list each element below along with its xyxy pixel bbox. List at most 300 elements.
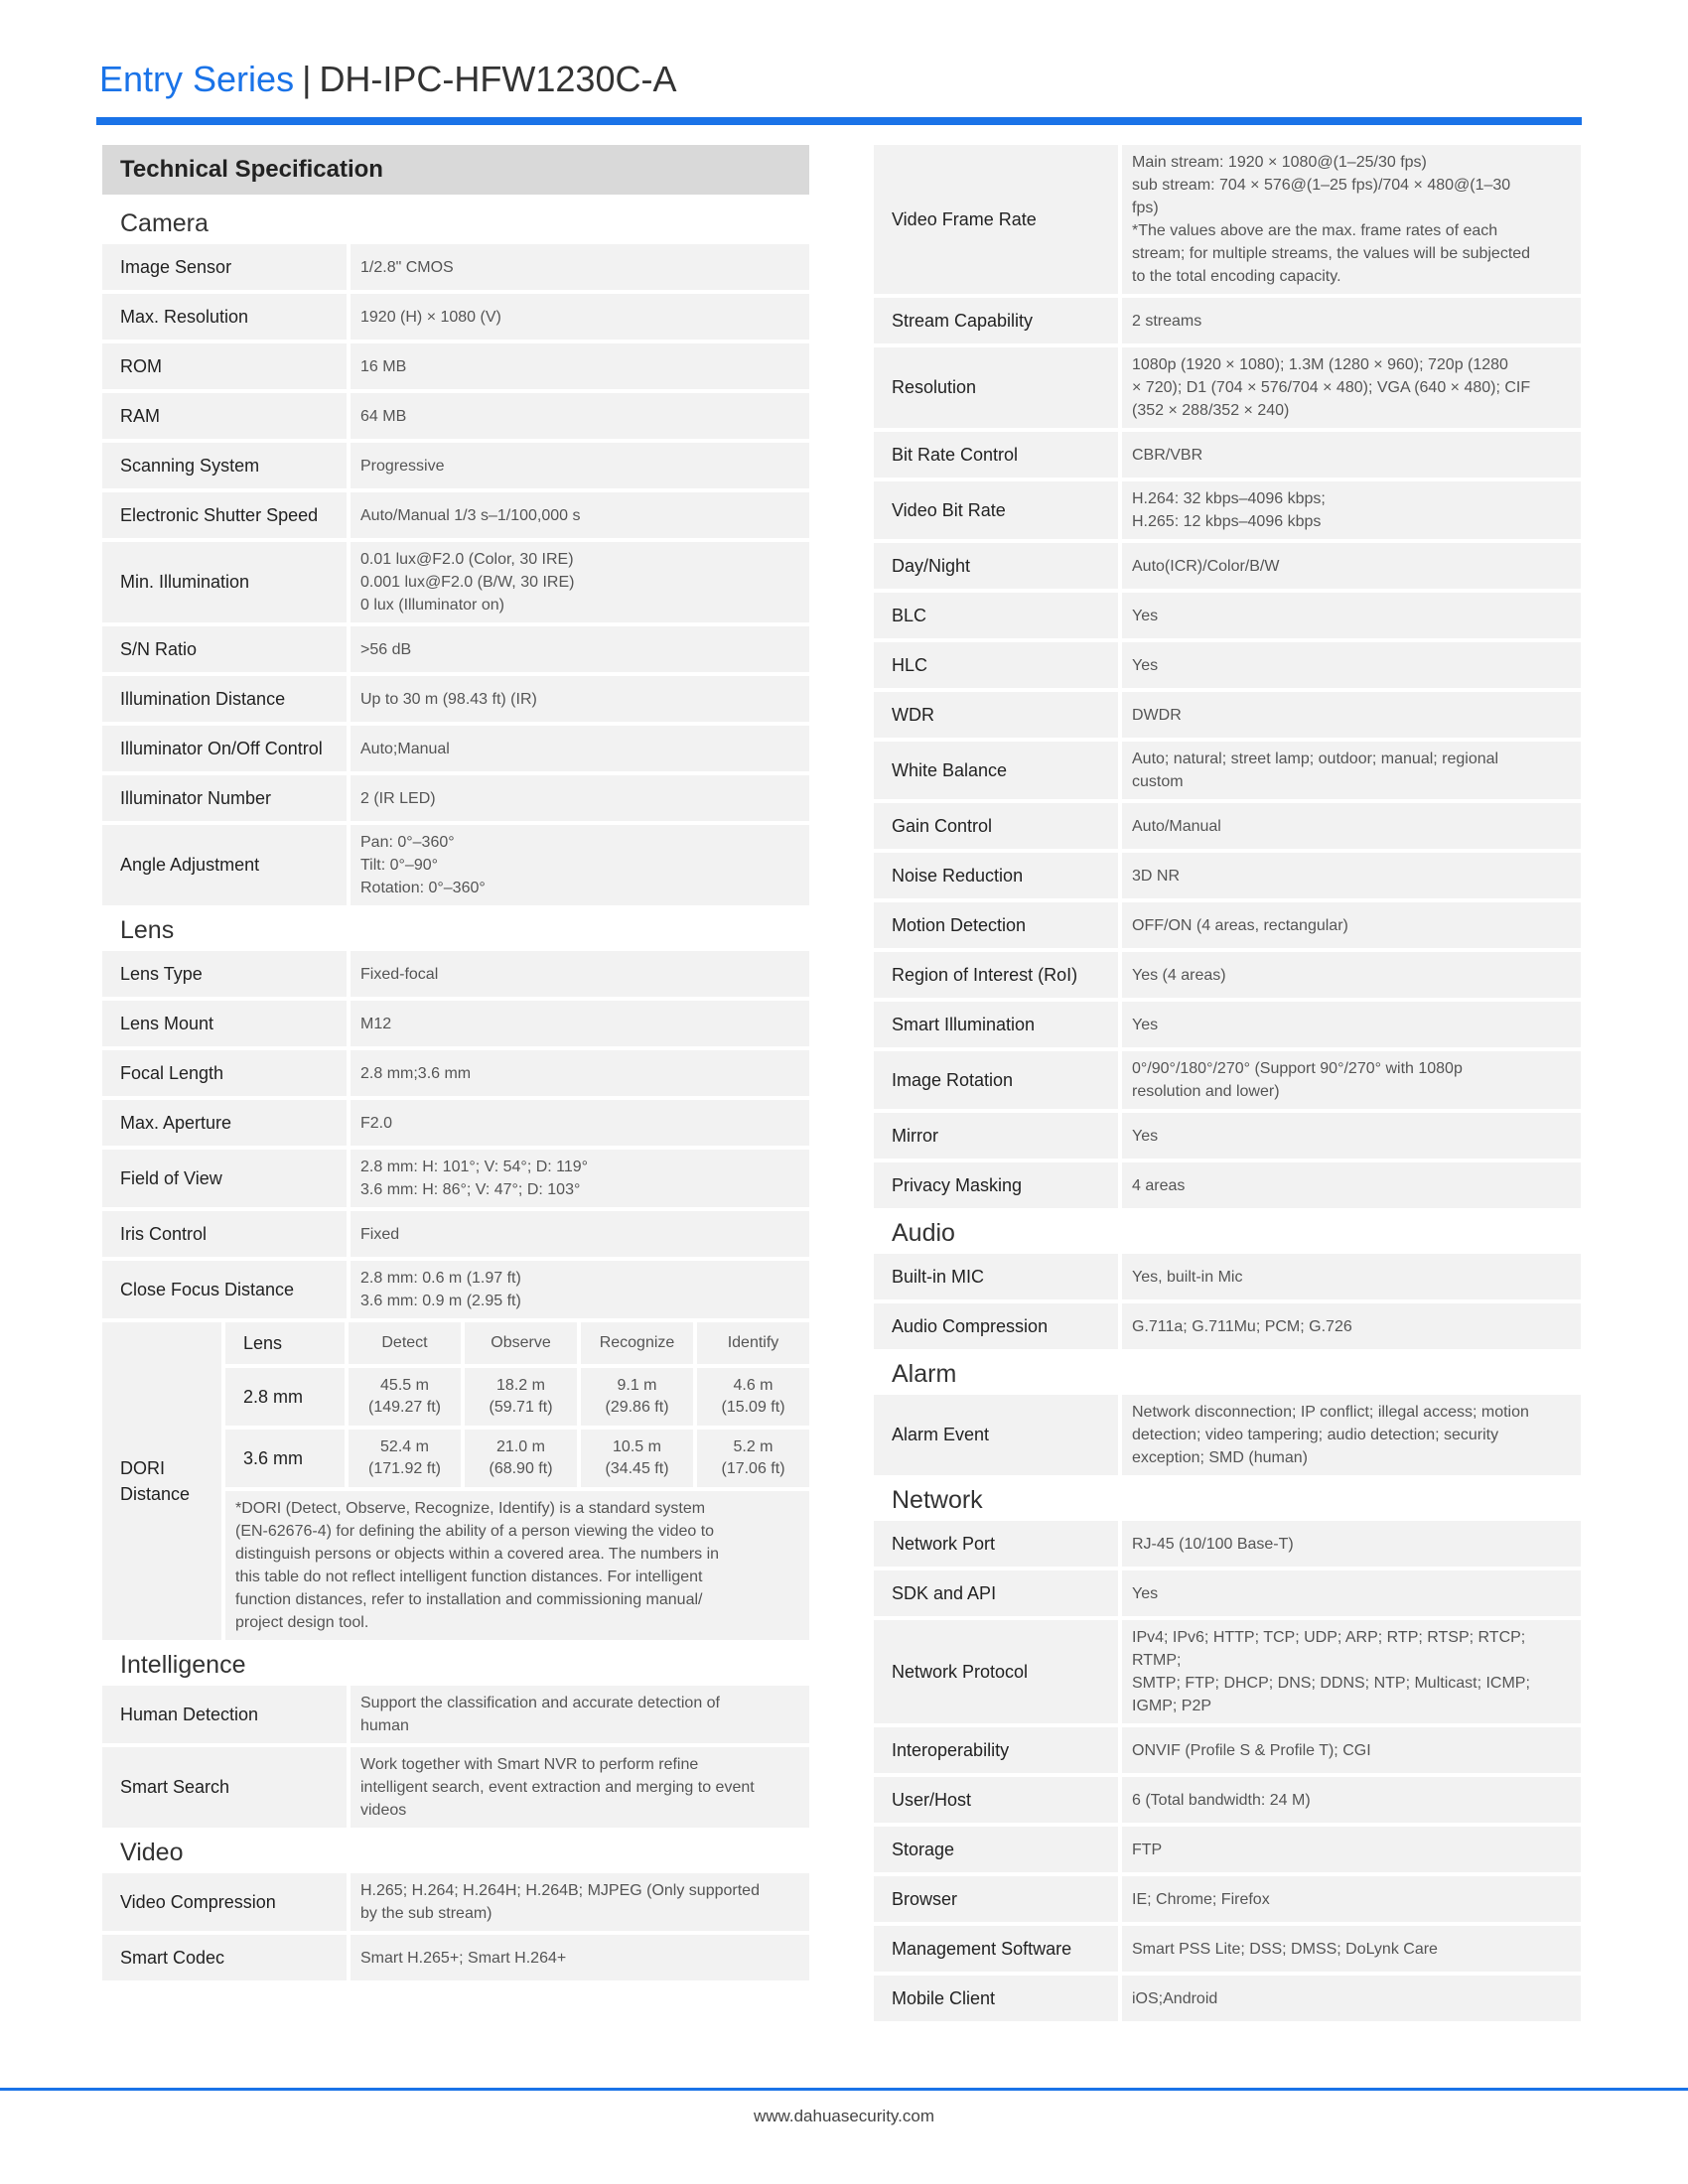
spec-label: Human Detection	[102, 1686, 347, 1743]
dori-header-row	[225, 1322, 809, 1364]
spec-value-line: 0.001 lux@F2.0 (B/W, 30 IRE)	[360, 574, 575, 591]
dori-cell-m: 18.2 m	[496, 1377, 545, 1395]
spec-label: Interoperability	[874, 1727, 1118, 1773]
dori-cell-m: 52.4 m	[380, 1438, 429, 1456]
spec-label: Max. Resolution	[102, 294, 347, 340]
spec-row-hlc	[874, 642, 1581, 688]
spec-value	[1122, 1254, 1581, 1299]
spec-value-line: Work together with Smart NVR to perform refine	[360, 1756, 699, 1773]
spec-value-line: IE; Chrome; Firefox	[1132, 1890, 1270, 1908]
section-network	[874, 1521, 1581, 2021]
dori-label	[102, 1322, 221, 1640]
spec-value	[351, 443, 809, 488]
spec-value-line: ONVIF (Profile S & Profile T); CGI	[1132, 1741, 1371, 1759]
spec-value-line: 2 streams	[1132, 312, 1202, 330]
spec-value	[1122, 742, 1581, 799]
spec-value-line: 4 areas	[1132, 1176, 1186, 1194]
spec-label: RAM	[102, 393, 347, 439]
spec-value	[1122, 692, 1581, 738]
dori-cell-m: 10.5 m	[613, 1438, 661, 1456]
spec-value-line: OFF/ON (4 areas, rectangular)	[1132, 916, 1348, 934]
spec-value-line: Rotation: 0°–360°	[360, 880, 486, 896]
spec-row-privacy-masking	[874, 1162, 1581, 1208]
spec-value-line: 1/2.8" CMOS	[360, 258, 454, 276]
dori-cell-m: 45.5 m	[380, 1377, 429, 1395]
spec-value-line: 3.6 mm: 0.9 m (2.95 ft)	[360, 1293, 521, 1309]
spec-row-image-sensor	[102, 244, 809, 290]
spec-value	[351, 626, 809, 672]
section-lens	[102, 951, 809, 1318]
spec-label: Mirror	[874, 1113, 1118, 1159]
spec-value-line: H.265; H.264; H.264H; H.264B; MJPEG (Only supported	[360, 1882, 760, 1899]
spec-value-line: Main stream: 1920 × 1080@(1–25/30 fps)	[1132, 154, 1427, 171]
spec-value-line: intelligent search, event extraction and merging to event	[360, 1779, 755, 1796]
spec-value-line: 2 (IR LED)	[360, 789, 436, 807]
spec-row-close-focus-distance	[102, 1261, 809, 1318]
spec-label: Alarm Event	[874, 1395, 1118, 1475]
spec-value-line: Fixed	[360, 1225, 400, 1243]
spec-label: ROM	[102, 343, 347, 389]
spec-value	[351, 393, 809, 439]
spec-value-line: (352 × 288/352 × 240)	[1132, 402, 1290, 419]
spec-label: Smart Codec	[102, 1935, 347, 1980]
spec-row-human-detection	[102, 1686, 809, 1743]
spec-row-network-port	[874, 1521, 1581, 1567]
spec-value-line: Up to 30 m (98.43 ft) (IR)	[360, 690, 537, 708]
spec-value	[351, 244, 809, 290]
dori-row	[225, 1368, 809, 1426]
dori-note-line: distinguish persons or objects within a covered area. The numbers in	[235, 1546, 720, 1564]
spec-value-line: to the total encoding capacity.	[1132, 268, 1341, 285]
dori-note-line: project design tool.	[235, 1614, 369, 1632]
spec-label: WDR	[874, 692, 1118, 738]
spec-label: Stream Capability	[874, 298, 1118, 343]
spec-value	[351, 1261, 809, 1318]
spec-value	[351, 1873, 809, 1931]
spec-value-line: 2.8 mm: 0.6 m (1.97 ft)	[360, 1270, 521, 1287]
spec-value-line: Yes	[1132, 656, 1159, 674]
spec-value	[1122, 902, 1581, 948]
spec-value	[1122, 1727, 1581, 1773]
dori-label-line: DORI	[120, 1458, 165, 1478]
spec-row-browser	[874, 1876, 1581, 1922]
spec-row-network-protocol	[874, 1620, 1581, 1723]
spec-row-video-compression	[102, 1873, 809, 1931]
spec-value-line: exception; SMD (human)	[1132, 1449, 1308, 1466]
spec-row-resolution	[874, 347, 1581, 428]
spec-value	[1122, 1162, 1581, 1208]
spec-row-smart-search	[102, 1747, 809, 1828]
section-video-heading: Video	[120, 1838, 184, 1866]
spec-row-angle-adjustment	[102, 825, 809, 905]
dori-cell-ft: (59.71 ft)	[489, 1399, 553, 1417]
spec-label: Smart Search	[102, 1747, 347, 1828]
spec-value-line: H.264: 32 kbps–4096 kbps;	[1132, 490, 1326, 507]
spec-value-line: 2.8 mm: H: 101°; V: 54°; D: 119°	[360, 1159, 589, 1175]
section-camera-heading: Camera	[120, 208, 209, 237]
spec-row-smart-codec	[102, 1935, 809, 1980]
section-lens-heading: Lens	[120, 915, 175, 944]
spec-label: Region of Interest (RoI)	[874, 952, 1118, 998]
spec-row-smart-illumination	[874, 1002, 1581, 1047]
dori-grid	[225, 1322, 809, 1640]
spec-row-alarm-event	[874, 1395, 1581, 1475]
spec-value	[351, 542, 809, 622]
spec-label: Max. Aperture	[102, 1100, 347, 1146]
dori-note-line: function distances, refer to installation and commissioning manual/	[235, 1591, 703, 1609]
spec-value-line: Yes	[1132, 607, 1159, 624]
spec-value	[351, 1001, 809, 1046]
spec-value-line: 3.6 mm: H: 86°; V: 47°; D: 103°	[360, 1181, 581, 1198]
spec-value	[1122, 1777, 1581, 1823]
spec-row-field-of-view	[102, 1150, 809, 1207]
spec-value-line: custom	[1132, 773, 1184, 790]
spec-value	[351, 775, 809, 821]
section-alarm-heading: Alarm	[892, 1359, 957, 1388]
spec-value	[1122, 1521, 1581, 1567]
section-network-heading: Network	[892, 1485, 983, 1514]
spec-value	[1122, 298, 1581, 343]
spec-value-line: by the sub stream)	[360, 1905, 492, 1922]
spec-row-focal-length	[102, 1050, 809, 1096]
spec-row-video-frame-rate	[874, 145, 1581, 294]
spec-value	[351, 1211, 809, 1257]
spec-label: Lens Mount	[102, 1001, 347, 1046]
spec-row-motion-detection	[874, 902, 1581, 948]
dori-cell-m: 21.0 m	[496, 1438, 545, 1456]
title-separator: |	[302, 59, 312, 99]
spec-value-line: IGMP; P2P	[1132, 1698, 1212, 1714]
spec-value	[351, 1150, 809, 1207]
spec-value-line: Yes	[1132, 1127, 1159, 1145]
spec-value	[1122, 432, 1581, 478]
spec-value-line: 0.01 lux@F2.0 (Color, 30 IRE)	[360, 551, 574, 568]
spec-label: Min. Illumination	[102, 542, 347, 622]
spec-label: Audio Compression	[874, 1303, 1118, 1349]
spec-row-ram	[102, 393, 809, 439]
spec-value	[351, 825, 809, 905]
spec-value	[1122, 1570, 1581, 1616]
dori-cell-ft: (17.06 ft)	[721, 1460, 785, 1478]
spec-value	[351, 726, 809, 771]
spec-row-stream-capability	[874, 298, 1581, 343]
dori-cell	[349, 1430, 461, 1487]
spec-label: Angle Adjustment	[102, 825, 347, 905]
section-video-continued	[874, 145, 1581, 1208]
spec-row-illumination-distance	[102, 676, 809, 722]
spec-value-line: Yes, built-in Mic	[1132, 1268, 1243, 1286]
spec-value-line: Support the classification and accurate detection of	[360, 1695, 720, 1711]
spec-row-user-host	[874, 1777, 1581, 1823]
spec-value-line: Fixed-focal	[360, 965, 439, 983]
spec-row-illuminator-on-off-control	[102, 726, 809, 771]
spec-value-line: sub stream: 704 × 576@(1–25 fps)/704 × 480@(1–30	[1132, 177, 1511, 194]
spec-row-noise-reduction	[874, 853, 1581, 898]
spec-value-line: Auto;Manual	[360, 740, 450, 757]
spec-value	[351, 343, 809, 389]
dori-cell	[581, 1430, 693, 1487]
spec-value-line: 3D NR	[1132, 867, 1181, 885]
section-video	[102, 1873, 809, 1980]
spec-row-blc	[874, 593, 1581, 638]
dori-lens: 3.6 mm	[225, 1430, 345, 1487]
spec-value	[1122, 347, 1581, 428]
spec-label: Motion Detection	[874, 902, 1118, 948]
spec-value-line: 1920 (H) × 1080 (V)	[360, 308, 501, 326]
spec-label: Illuminator On/Off Control	[102, 726, 347, 771]
spec-row-white-balance	[874, 742, 1581, 799]
section-camera	[102, 244, 809, 905]
spec-value	[1122, 1876, 1581, 1922]
spec-value-line: Auto; natural; street lamp; outdoor; manual; regional	[1132, 751, 1499, 767]
spec-label: Video Bit Rate	[874, 481, 1118, 539]
spec-value-line: FTP	[1132, 1841, 1163, 1858]
spec-value	[1122, 1113, 1581, 1159]
dori-cell	[349, 1368, 461, 1426]
spec-value-line: videos	[360, 1802, 407, 1819]
spec-value-line: M12	[360, 1015, 392, 1032]
spec-row-built-in-mic	[874, 1254, 1581, 1299]
dori-cell	[465, 1430, 577, 1487]
section-intelligence-heading: Intelligence	[120, 1650, 246, 1679]
spec-row-mobile-client	[874, 1976, 1581, 2021]
spec-value-line: H.265: 12 kbps–4096 kbps	[1132, 513, 1322, 530]
spec-row-wdr	[874, 692, 1581, 738]
spec-row-illuminator-number	[102, 775, 809, 821]
spec-value-line: 0 lux (Illuminator on)	[360, 597, 504, 614]
spec-value-line: 16 MB	[360, 357, 407, 375]
spec-value-line: detection; video tampering; audio detection; security	[1132, 1427, 1499, 1443]
dori-header-lens: Lens	[225, 1322, 345, 1364]
spec-value-line: Pan: 0°–360°	[360, 834, 455, 851]
spec-value-line: Yes	[1132, 1016, 1159, 1033]
spec-value-line: Network disconnection; IP conflict; illegal access; motion	[1132, 1404, 1529, 1421]
spec-value	[351, 1686, 809, 1743]
spec-label: Electronic Shutter Speed	[102, 492, 347, 538]
spec-value-line: Progressive	[360, 457, 445, 475]
spec-row-electronic-shutter-speed	[102, 492, 809, 538]
spec-label: SDK and API	[874, 1570, 1118, 1616]
section-audio-heading: Audio	[892, 1218, 955, 1247]
spec-row-sdk-and-api	[874, 1570, 1581, 1616]
spec-row-gain-control	[874, 803, 1581, 849]
spec-label: S/N Ratio	[102, 626, 347, 672]
spec-value-line: fps)	[1132, 200, 1159, 216]
spec-value-line: × 720); D1 (704 × 576/704 × 480); VGA (640 × 480); CIF	[1132, 379, 1531, 396]
dori-note-line: *DORI (Detect, Observe, Recognize, Identify) is a standard system	[235, 1500, 706, 1518]
spec-label: Day/Night	[874, 543, 1118, 589]
dori-note-line: (EN-62676-4) for defining the ability of a person viewing the video to	[235, 1523, 715, 1541]
spec-row-bit-rate-control	[874, 432, 1581, 478]
spec-value	[1122, 1976, 1581, 2021]
spec-row-audio-compression	[874, 1303, 1581, 1349]
spec-label: Storage	[874, 1827, 1118, 1872]
dori-cell-ft: (149.27 ft)	[368, 1399, 441, 1417]
spec-row-scanning-system	[102, 443, 809, 488]
spec-value-line: CBR/VBR	[1132, 446, 1203, 464]
spec-row-lens-mount	[102, 1001, 809, 1046]
spec-row-day-night	[874, 543, 1581, 589]
spec-label: Smart Illumination	[874, 1002, 1118, 1047]
spec-row-management-software	[874, 1926, 1581, 1972]
spec-value	[1122, 1002, 1581, 1047]
dori-note-line: this table do not reflect intelligent function distances. For intelligent	[235, 1569, 703, 1586]
spec-row-lens-type	[102, 951, 809, 997]
page-header	[99, 59, 677, 99]
dori-cell-m: 9.1 m	[617, 1377, 657, 1395]
dori-cell-ft: (68.90 ft)	[489, 1460, 553, 1478]
spec-label: Privacy Masking	[874, 1162, 1118, 1208]
dori-note	[225, 1491, 809, 1640]
spec-value	[1122, 1051, 1581, 1109]
header-divider	[96, 117, 1582, 125]
spec-value	[351, 1100, 809, 1146]
spec-label: Management Software	[874, 1926, 1118, 1972]
spec-value	[1122, 1827, 1581, 1872]
spec-label: Mobile Client	[874, 1976, 1118, 2021]
spec-row-rom	[102, 343, 809, 389]
spec-label: Image Rotation	[874, 1051, 1118, 1109]
spec-label: Iris Control	[102, 1211, 347, 1257]
spec-value-line: resolution and lower)	[1132, 1083, 1280, 1100]
spec-label: Video Compression	[102, 1873, 347, 1931]
spec-value-line: Auto/Manual 1/3 s–1/100,000 s	[360, 506, 581, 524]
dori-cell-ft: (15.09 ft)	[721, 1399, 785, 1417]
spec-value	[351, 676, 809, 722]
spec-row-interoperability	[874, 1727, 1581, 1773]
spec-label: HLC	[874, 642, 1118, 688]
spec-row-image-rotation	[874, 1051, 1581, 1109]
spec-row-video-bit-rate	[874, 481, 1581, 539]
dori-header-recognize: Recognize	[581, 1322, 693, 1364]
spec-title: Technical Specification	[102, 145, 809, 195]
spec-value	[1122, 1303, 1581, 1349]
spec-value	[1122, 593, 1581, 638]
section-alarm	[874, 1395, 1581, 1475]
spec-value	[351, 1935, 809, 1980]
section-intelligence	[102, 1686, 809, 1828]
spec-value	[351, 1050, 809, 1096]
spec-value-line: 1080p (1920 × 1080); 1.3M (1280 × 960); 720p (1280	[1132, 356, 1508, 373]
dori-label-line: Distance	[120, 1484, 191, 1504]
spec-row-min-illumination	[102, 542, 809, 622]
spec-value-line: 6 (Total bandwidth: 24 M)	[1132, 1791, 1311, 1809]
dori-table	[102, 1322, 809, 1640]
spec-value-line: human	[360, 1717, 409, 1734]
dori-lens: 2.8 mm	[225, 1368, 345, 1426]
footer-url[interactable]: www.dahuasecurity.com	[753, 2107, 935, 2125]
spec-label: Browser	[874, 1876, 1118, 1922]
spec-label: White Balance	[874, 742, 1118, 799]
spec-label: Illumination Distance	[102, 676, 347, 722]
dori-cell	[465, 1368, 577, 1426]
spec-row-s-n-ratio	[102, 626, 809, 672]
dori-cell-m: 5.2 m	[733, 1438, 774, 1456]
dori-row	[225, 1430, 809, 1487]
spec-value-line: 2.8 mm;3.6 mm	[360, 1064, 472, 1082]
spec-value-line: Auto(ICR)/Color/B/W	[1132, 557, 1280, 575]
footer-divider	[0, 2088, 1688, 2091]
spec-value	[1122, 543, 1581, 589]
spec-row-max-resolution	[102, 294, 809, 340]
dori-header-observe: Observe	[465, 1322, 577, 1364]
spec-value-line: F2.0	[360, 1114, 393, 1132]
spec-label: Video Frame Rate	[874, 145, 1118, 294]
left-column	[102, 145, 809, 1984]
dori-cell-ft: (171.92 ft)	[368, 1460, 441, 1478]
spec-value	[1122, 1926, 1581, 1972]
spec-value-line: Tilt: 0°–90°	[360, 857, 439, 874]
spec-label: Gain Control	[874, 803, 1118, 849]
spec-label: Image Sensor	[102, 244, 347, 290]
spec-value-line: 64 MB	[360, 407, 407, 425]
spec-value-line: >56 dB	[360, 640, 412, 658]
spec-value-line: RJ-45 (10/100 Base-T)	[1132, 1535, 1294, 1553]
dori-cell-ft: (34.45 ft)	[605, 1460, 669, 1478]
spec-value-line: *The values above are the max. frame rates of each	[1132, 222, 1498, 239]
spec-label: Close Focus Distance	[102, 1261, 347, 1318]
dori-cell-ft: (29.86 ft)	[605, 1399, 669, 1417]
spec-value	[1122, 1395, 1581, 1475]
spec-row-max-aperture	[102, 1100, 809, 1146]
spec-label: Field of View	[102, 1150, 347, 1207]
spec-value	[1122, 145, 1581, 294]
spec-label: Focal Length	[102, 1050, 347, 1096]
dori-header-identify: Identify	[697, 1322, 809, 1364]
spec-row-storage	[874, 1827, 1581, 1872]
spec-value	[1122, 1620, 1581, 1723]
spec-value	[1122, 853, 1581, 898]
series-title: Entry Series	[99, 59, 295, 99]
spec-value	[351, 951, 809, 997]
spec-value-line: Smart H.265+; Smart H.264+	[360, 1949, 567, 1967]
model-title: DH-IPC-HFW1230C-A	[319, 59, 677, 99]
spec-label: Built-in MIC	[874, 1254, 1118, 1299]
spec-row-region-of-interest-roi	[874, 952, 1581, 998]
spec-value-line: Smart PSS Lite; DSS; DMSS; DoLynk Care	[1132, 1940, 1438, 1958]
spec-label: Network Protocol	[874, 1620, 1118, 1723]
spec-value-line: stream; for multiple streams, the values will be subjected	[1132, 245, 1531, 262]
spec-value-line: Yes	[1132, 1584, 1159, 1602]
right-column	[874, 145, 1581, 2025]
spec-value-line: Yes (4 areas)	[1132, 966, 1226, 984]
spec-label: Scanning System	[102, 443, 347, 488]
spec-value-line: G.711a; G.711Mu; PCM; G.726	[1132, 1317, 1352, 1335]
spec-value	[351, 294, 809, 340]
spec-label: Lens Type	[102, 951, 347, 997]
spec-value-line: Auto/Manual	[1132, 817, 1221, 835]
spec-value	[1122, 803, 1581, 849]
spec-label: Noise Reduction	[874, 853, 1118, 898]
spec-value-line: iOS;Android	[1132, 1989, 1218, 2007]
dori-cell	[581, 1368, 693, 1426]
spec-value-line: 0°/90°/180°/270° (Support 90°/270° with 1080p	[1132, 1060, 1463, 1077]
section-audio	[874, 1254, 1581, 1349]
spec-row-mirror	[874, 1113, 1581, 1159]
spec-label: User/Host	[874, 1777, 1118, 1823]
spec-value-line: SMTP; FTP; DHCP; DNS; DDNS; NTP; Multicast; ICMP;	[1132, 1675, 1530, 1692]
spec-value	[1122, 642, 1581, 688]
dori-cell-m: 4.6 m	[733, 1377, 774, 1395]
spec-label: Illuminator Number	[102, 775, 347, 821]
spec-label: Bit Rate Control	[874, 432, 1118, 478]
spec-value-line: DWDR	[1132, 706, 1182, 724]
dori-cell	[697, 1368, 809, 1426]
spec-value-line: IPv4; IPv6; HTTP; TCP; UDP; ARP; RTP; RTSP; RTCP; RTMP;	[1132, 1629, 1526, 1669]
spec-label: Resolution	[874, 347, 1118, 428]
spec-value	[1122, 481, 1581, 539]
spec-value	[351, 492, 809, 538]
